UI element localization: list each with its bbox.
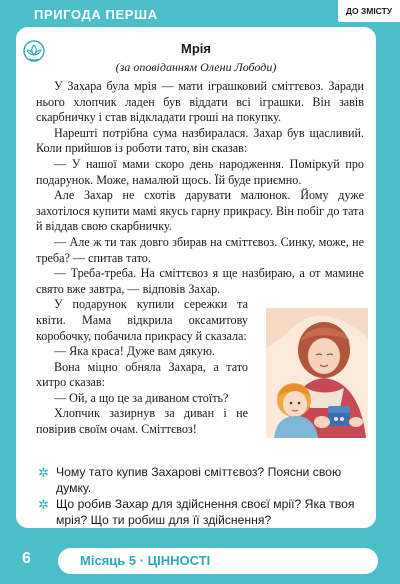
story-subtitle: (за оповіданням Олени Лободи)	[115, 60, 277, 74]
story-paragraph: Але Захар не схотів дарувати малюнок. Йому дуже захотілося купити мамі якусь гарну прикрасу. Він побіг до тата й віддав свою скарбничку.	[36, 188, 364, 234]
story-paragraph: У подарунок купили сережки та квіти. Мама відкрила оксамитову коробочку, побачила прикрасу й сказала:	[36, 297, 248, 343]
question-item	[38, 465, 368, 496]
question-text: Чому тато купив Захарові сміттєвоз? Поясни свою думку.	[56, 465, 342, 495]
star-icon: ✲	[38, 465, 49, 480]
page-footer	[0, 540, 400, 584]
story-paragraph: Нарешті потрібна сума назбиралася. Захар був щасливий. Коли прийшов із роботи тато, він сказав:	[36, 125, 364, 156]
story-paragraph: У Захара була мрія — мати іграшковий сміттєвоз. Заради нього хлопчик ладен був віддати всі іграшки. Він завів скарбничку і став відкладати гроші на покупку.	[36, 79, 364, 125]
story-title: Мрія	[181, 41, 211, 56]
story-paragraph: Хлопчик зазирнув за диван і не повірив своїм очам. Сміттєвоз!	[36, 406, 248, 437]
story-paragraph: Вона міцно обняла Захара, а тато хитро сказав:	[36, 359, 248, 390]
star-icon: ✲	[38, 497, 49, 512]
story-paragraph: — Але ж ти так довго збирав на сміттєвоз. Синку, може, не треба? — спитав тато.	[36, 234, 364, 265]
month-label: Місяць 5 · ЦІННОСТІ	[80, 553, 211, 568]
mother-and-child-illustration	[266, 308, 368, 438]
story-paragraph: — Треба-треба. На сміттєвоз я ще назбираю, а от мамине свято вже завтра, — відповів Захар.	[36, 266, 364, 296]
page-header	[0, 0, 400, 26]
story-paragraph: — У нашої мами скоро день народження. Поміркуй про подарунок. Може, намалюй щось. Їй буде приємно.	[36, 156, 364, 187]
story-paragraph: — Яка краса! Дуже вам дякую.	[54, 344, 215, 359]
chapter-title: ПРИГОДА ПЕРША	[34, 7, 158, 22]
questions-list	[38, 465, 368, 529]
question-item	[38, 497, 368, 528]
toc-button[interactable]: ДО ЗМІСТУ	[338, 0, 400, 22]
content-card	[16, 27, 376, 528]
page-number: 6	[22, 550, 31, 567]
question-text: Що робив Захар для здійснення своєї мрії? Яка твоя мрія? Що ти робиш для її здійснення?	[56, 497, 355, 527]
story-paragraph: — Ой, а що це за диваном стоїть?	[54, 390, 229, 405]
month-banner	[58, 548, 378, 574]
